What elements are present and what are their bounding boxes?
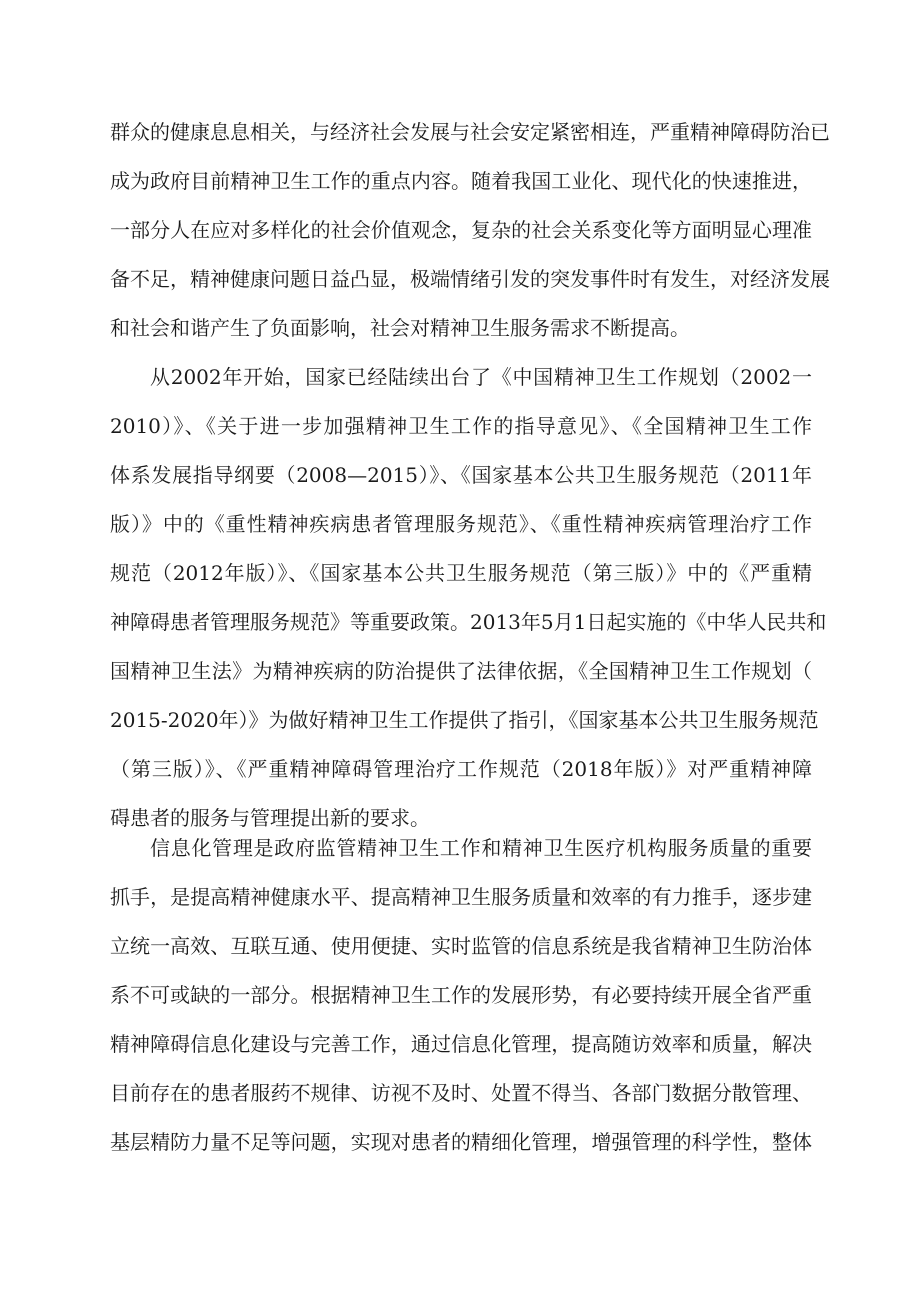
text-line: 基层精防力量不足等问题，实现对患者的精细化管理，增强管理的科学性，整体 <box>110 1130 812 1154</box>
text-line: 2015-2020年）》为做好精神卫生工作提供了指引，《国家基本公共卫生服务规范 <box>110 708 819 732</box>
text-line: 目前存在的患者服药不规律、访视不及时、处置不得当、各部门数据分散管理、 <box>110 1081 812 1105</box>
text-line: （第三版）》、《严重精神障碍管理治疗工作规范（2018年版）》对严重精神障 <box>110 757 812 781</box>
paragraph-policy-history <box>110 353 827 843</box>
text-line: 信息化管理是政府监管精神卫生工作和精神卫生医疗机构服务质量的重要 <box>150 836 812 860</box>
paragraph-information-management <box>110 824 812 1167</box>
text-line: 精神障碍信息化建设与完善工作，通过信息化管理，提高随访效率和质量，解决 <box>110 1032 812 1056</box>
text-line: 群众的健康息息相关，与经济社会发展与社会安定紧密相连，严重精神障碍防治已 <box>110 120 830 144</box>
text-line: 版）》中的《重性精神疾病患者管理服务规范》、《重性精神疾病管理治疗工作 <box>110 512 812 536</box>
text-line: 系不可或缺的一部分。根据精神卫生工作的发展形势，有必要持续开展全省严重 <box>110 983 812 1007</box>
text-line: 成为政府目前精神卫生工作的重点内容。随着我国工业化、现代化的快速推进， <box>110 169 812 193</box>
text-line: 备不足，精神健康问题日益凸显，极端情绪引发的突发事件时有发生，对经济发展 <box>110 267 830 291</box>
text-line: 和社会和谐产生了负面影响，社会对精神卫生服务需求不断提高。 <box>110 316 690 340</box>
paragraph-social-background <box>110 108 830 353</box>
text-line: 一部分人在应对多样化的社会价值观念，复杂的社会关系变化等方面明显心理准 <box>110 218 812 242</box>
text-line: 国精神卫生法》为精神疾病的防治提供了法律依据，《全国精神卫生工作规划（ <box>110 659 812 683</box>
text-line: 抓手，是提高精神健康水平、提高精神卫生服务质量和效率的有力推手，逐步建 <box>110 885 812 909</box>
text-line: 从2002年开始，国家已经陆续出台了《中国精神卫生工作规划（2002一 <box>150 365 812 389</box>
text-line: 2010）》、《关于进一步加强精神卫生工作的指导意见》、《全国精神卫生工作 <box>110 414 812 438</box>
text-line: 体系发展指导纲要（2008—2015）》、《国家基本公共卫生服务规范（2011年 <box>110 463 812 487</box>
text-line: 神障碍患者管理服务规范》等重要政策。2013年5月1日起实施的《中华人民共和 <box>110 610 827 634</box>
text-line: 立统一高效、互联互通、使用便捷、实时监管的信息系统是我省精神卫生防治体 <box>110 934 812 958</box>
text-line: 碍患者的服务与管理提出新的要求。 <box>110 806 430 830</box>
text-line: 规范（2012年版）》、《国家基本公共卫生服务规范（第三版）》中的《严重精 <box>110 561 812 585</box>
